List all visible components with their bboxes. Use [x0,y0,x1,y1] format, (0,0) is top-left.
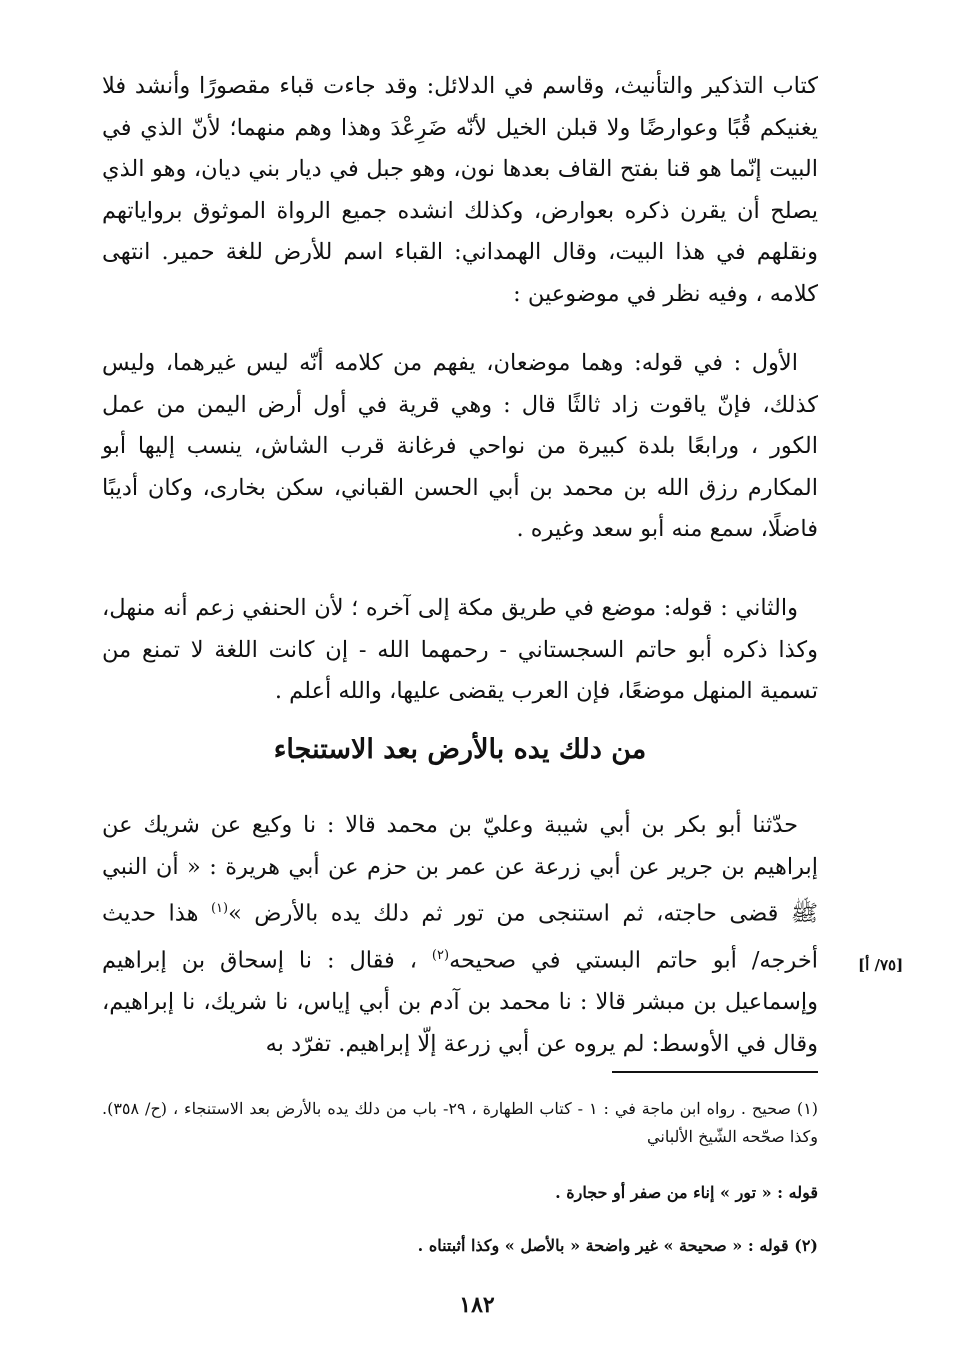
footnote-ref-2: (٢) [431,948,450,963]
paragraph-3 [102,588,818,713]
paragraph-4-part-c: ، فقال : نا إسحاق بن إبراهيم وإسماعيل بن مبشر قالا : نا محمد بن آدم بن أبي إياس، نا شريك، نا إبراهيم، وقال في الأوسط: لم يروه عن أبي زرعة إلّا إبراهيم. تفرّد به [102,947,818,1057]
paragraph-4 [102,805,818,1065]
paragraph-1 [102,66,818,315]
paragraph-4-text [102,805,818,1065]
paragraph-2-text: الأول : في قوله: وهما موضعان، يفهم من كلامه أنّه ليس غيرهما، وليس كذلك، فإنّ ياقوت زاد ثالثًا قال : وهي قرية في أول أرض اليمن من عمل الكور ، ورابعًا بلدة كبيرة من نواحي فرغانة قرب الشاش، ينسب إليها أبو المكارم رزق الله بن محمد بن أبي الحسن القباني، سكن بخارى، وكان أديبًا فاضلًا، سمع منه أبو سعد وغيره . [102,350,818,542]
paragraph-4-part-a: حدّثنا أبو بكر بن أبي شيبة وعليّ بن محمد قالا : نا وكيع عن شريك عن إبراهيم بن جرير عن أبي زرعة عن عمر بن حزم عن أبي هريرة : « أن النبي ﷺ قضى حاجته، ثم استنجى من تور ثم دلك يده بالأرض » [102,812,818,927]
footnote-1: (١) صحيح . رواه ابن ماجة في : ١ - كتاب الطهارة ، ٢٩- باب من دلك يده بالأرض بعد الاستنجاء ، (ح/ ٣٥٨). وكذا صحّحه الشّيخ الألباني [102,1099,819,1146]
paragraph-2 [102,343,818,551]
margin-folio-note: [٧٥/ أ] [858,956,904,974]
footnote-2: (٢) قوله : « صحيحة » غير واضحة « بالأصل » وكذا أثبتناه . [417,1236,818,1255]
footnote-divider [612,1071,818,1073]
footnote-ref-1: (١) [210,901,229,916]
paragraph-3-text: والثاني : قوله: موضع في طريق مكة إلى آخره ؛ لأن الحنفي زعم أنه منهل، وكذا ذكره أبو حاتم السجستاني - رحمهما الله - إن كانت اللغة لا تمنع من تسمية المنهل موضعًا، فإن العرب يقضى عليها، والله أعلم . [102,595,818,704]
paragraph-1-text: كتاب التذكير والتأنيث، وقاسم في الدلائل: وقد جاءت قباء مقصورًا وأنشد فلا يغنيكم قُبًا وعوارضًا ولا قبلن الخيل لأنّه ضَرِعْدَ وهذا وهم منهما؛ لأنّ الذي في البيت إنّما هو قنا بفتح القاف بعدها نون، وهو جبل في ديار بني ديان، وهو الذي يصلح أن يقرن ذكره بعوارض، وكذلك انشده جميع الرواة الموثوق برواياتهم ونقلهم في هذا البيت، وقال الهمداني: القباء اسم للأرض للغة حمير. انتهى كلامه ، وفيه نظر في موضوعين : [102,73,818,307]
paragraph-4-part-b: هذا حديث أخرجه/ أبو حاتم البستي في صحيحه [102,900,818,974]
section-heading: من دلك يده بالأرض بعد الاستنجاء [273,734,647,765]
page-number: ١٨٢ [459,1292,495,1318]
footnote-1-gloss: قوله : « تور » إناء من صفر أو حجارة . [555,1183,818,1202]
